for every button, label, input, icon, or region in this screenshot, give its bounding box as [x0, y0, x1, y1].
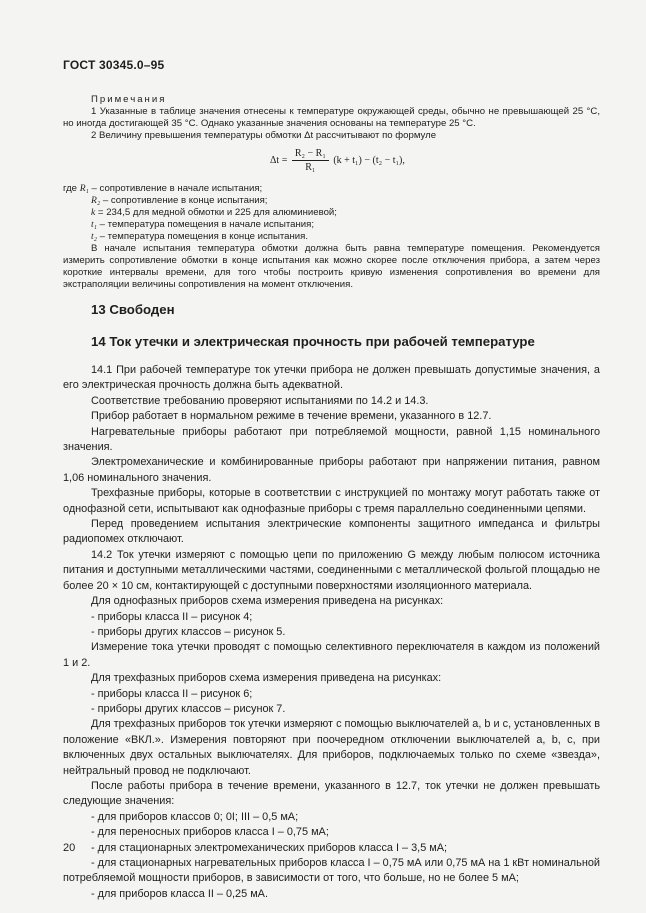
- paragraph: Прибор работает в нормальном режиме в течение времени, указанного в 12.7.: [91, 410, 492, 423]
- paragraph: Электромеханические и комбинированные приборы работают при напряжении питания, равном 1,06 номинального значения.: [63, 456, 600, 484]
- formula-denominator: R₁: [305, 162, 316, 173]
- legend-item: k = 234,5 для медной обмотки и 225 для алюминиевой;: [91, 207, 337, 218]
- paragraph: - для переносных приборов класса I – 0,75 мА;: [91, 826, 329, 839]
- formula-lhs: Δt =: [270, 154, 288, 166]
- paragraph: - для приборов классов 0; 0I; III – 0,5 мА;: [91, 810, 299, 823]
- page-number: 20: [63, 842, 76, 854]
- paragraph: Перед проведением испытания электрические компоненты защитного импеданса и фильтры радиопомех отключают.: [63, 518, 600, 546]
- winding-temperature-formula: [270, 148, 405, 173]
- paragraph: Для трехфазных приборов ток утечки измеряют с помощью выключателей a, b и c, установленных в положение «ВКЛ.». Измерения повторяют при поочередном отключении выключателей a, b, c, при включенных двух остальных выключателях. Для приборов, подключаемых только по схеме «звезда», нейтральный провод не подключают.: [63, 718, 600, 777]
- paragraph: 14.2 Ток утечки измеряют с помощью цепи по приложению G между любым полюсом источника питания и доступными металлическими частями, соединенными с металлической фольгой площадью не более 20 × 10 см, контактирующей с доступными поверхностями изоляционного материала.: [63, 548, 600, 592]
- section-13-heading: 13 Свободен: [91, 302, 175, 317]
- paragraph: 14.1 При рабочей температуре ток утечки прибора не должен превышать допустимые значения, а его электрическая прочность должна быть адекватной.: [63, 364, 600, 392]
- document-header: ГОСТ 30345.0–95: [63, 58, 165, 72]
- paragraph: Соответствие требованию проверяют испытаниями по 14.2 и 14.3.: [91, 394, 429, 407]
- paragraph: Для трехфазных приборов схема измерения приведена на рисунках:: [91, 672, 442, 685]
- formula-rhs: (k + t₁) − (t₂ − t₁),: [333, 154, 405, 166]
- paragraph: Трехфазные приборы, которые в соответствии с инструкцией по монтажу могут работать также от однофазной сети, испытывают как однофазные приборы с тремя параллельно соединенными цепями.: [63, 487, 600, 515]
- legend-item: t₂ – температура помещения в конце испытания.: [91, 231, 308, 242]
- paragraph: Измерение тока утечки проводят с помощью селективного переключателя в каждом из положений 1 и 2.: [63, 641, 600, 669]
- notes-closing-paragraph: В начале испытания температура обмотки должна быть равна температуре помещения. Рекомендуется измерить сопротивление обмотки в конце испытания как можно скорее после отключения прибора, а затем через короткие интервалы времени, для того чтобы построить кривую изменения сопротивления во времени для экстраполяции величины сопротивления на момент отключения.: [63, 243, 600, 290]
- legend-item: где R₁ – сопротивление в начале испытания;: [63, 183, 263, 194]
- formula-numerator: R₂ − R₁: [292, 148, 329, 161]
- section-14-heading: 14 Ток утечки и электрическая прочность при рабочей температуре: [91, 334, 535, 349]
- legend-item: R₂ – сопротивление в конце испытания;: [91, 195, 268, 206]
- paragraph: - для стационарных электромеханических приборов класса I – 3,5 мА;: [91, 841, 448, 854]
- notes-block: [63, 94, 600, 142]
- formula-legend: [63, 183, 600, 291]
- paragraph: - приборы других классов – рисунок 7.: [91, 702, 286, 715]
- paragraph: - для приборов класса II – 0,25 мА.: [91, 887, 268, 900]
- note-2: 2 Величину превышения температуры обмотки Δt рассчитывают по формуле: [91, 130, 437, 141]
- paragraph: Нагревательные приборы работают при потребляемой мощности, равной 1,15 номинального значения.: [63, 425, 600, 454]
- section-14-body: [63, 363, 600, 902]
- paragraph: - приборы класса II – рисунок 4;: [91, 610, 253, 623]
- paragraph: Для однофазных приборов схема измерения приведена на рисунках:: [91, 595, 444, 608]
- note-1: 1 Указанные в таблице значения отнесены к температуре окружающей среды, обычно не превышающей 25 °С, но иногда достигающей 35 °С. Однако указанные значения основаны на температуре 25 °С.: [63, 106, 600, 129]
- paragraph: - для стационарных нагревательных приборов класса I – 0,75 мА или 0,75 мА на 1 кВт номинальной потребляемой мощности приборов, в зависимости от того, что больше, но не более 5 мА;: [63, 857, 600, 885]
- legend-item: t₁ – температура помещения в начале испытания;: [91, 219, 315, 230]
- paragraph: - приборы других классов – рисунок 5.: [91, 625, 286, 638]
- notes-title: Примечания: [91, 94, 167, 105]
- paragraph: - приборы класса II – рисунок 6;: [91, 687, 253, 700]
- paragraph: После работы прибора в течение времени, указанного в 12.7, ток утечки не должен превышать следующие значения:: [63, 779, 600, 808]
- formula-fraction: [292, 148, 329, 173]
